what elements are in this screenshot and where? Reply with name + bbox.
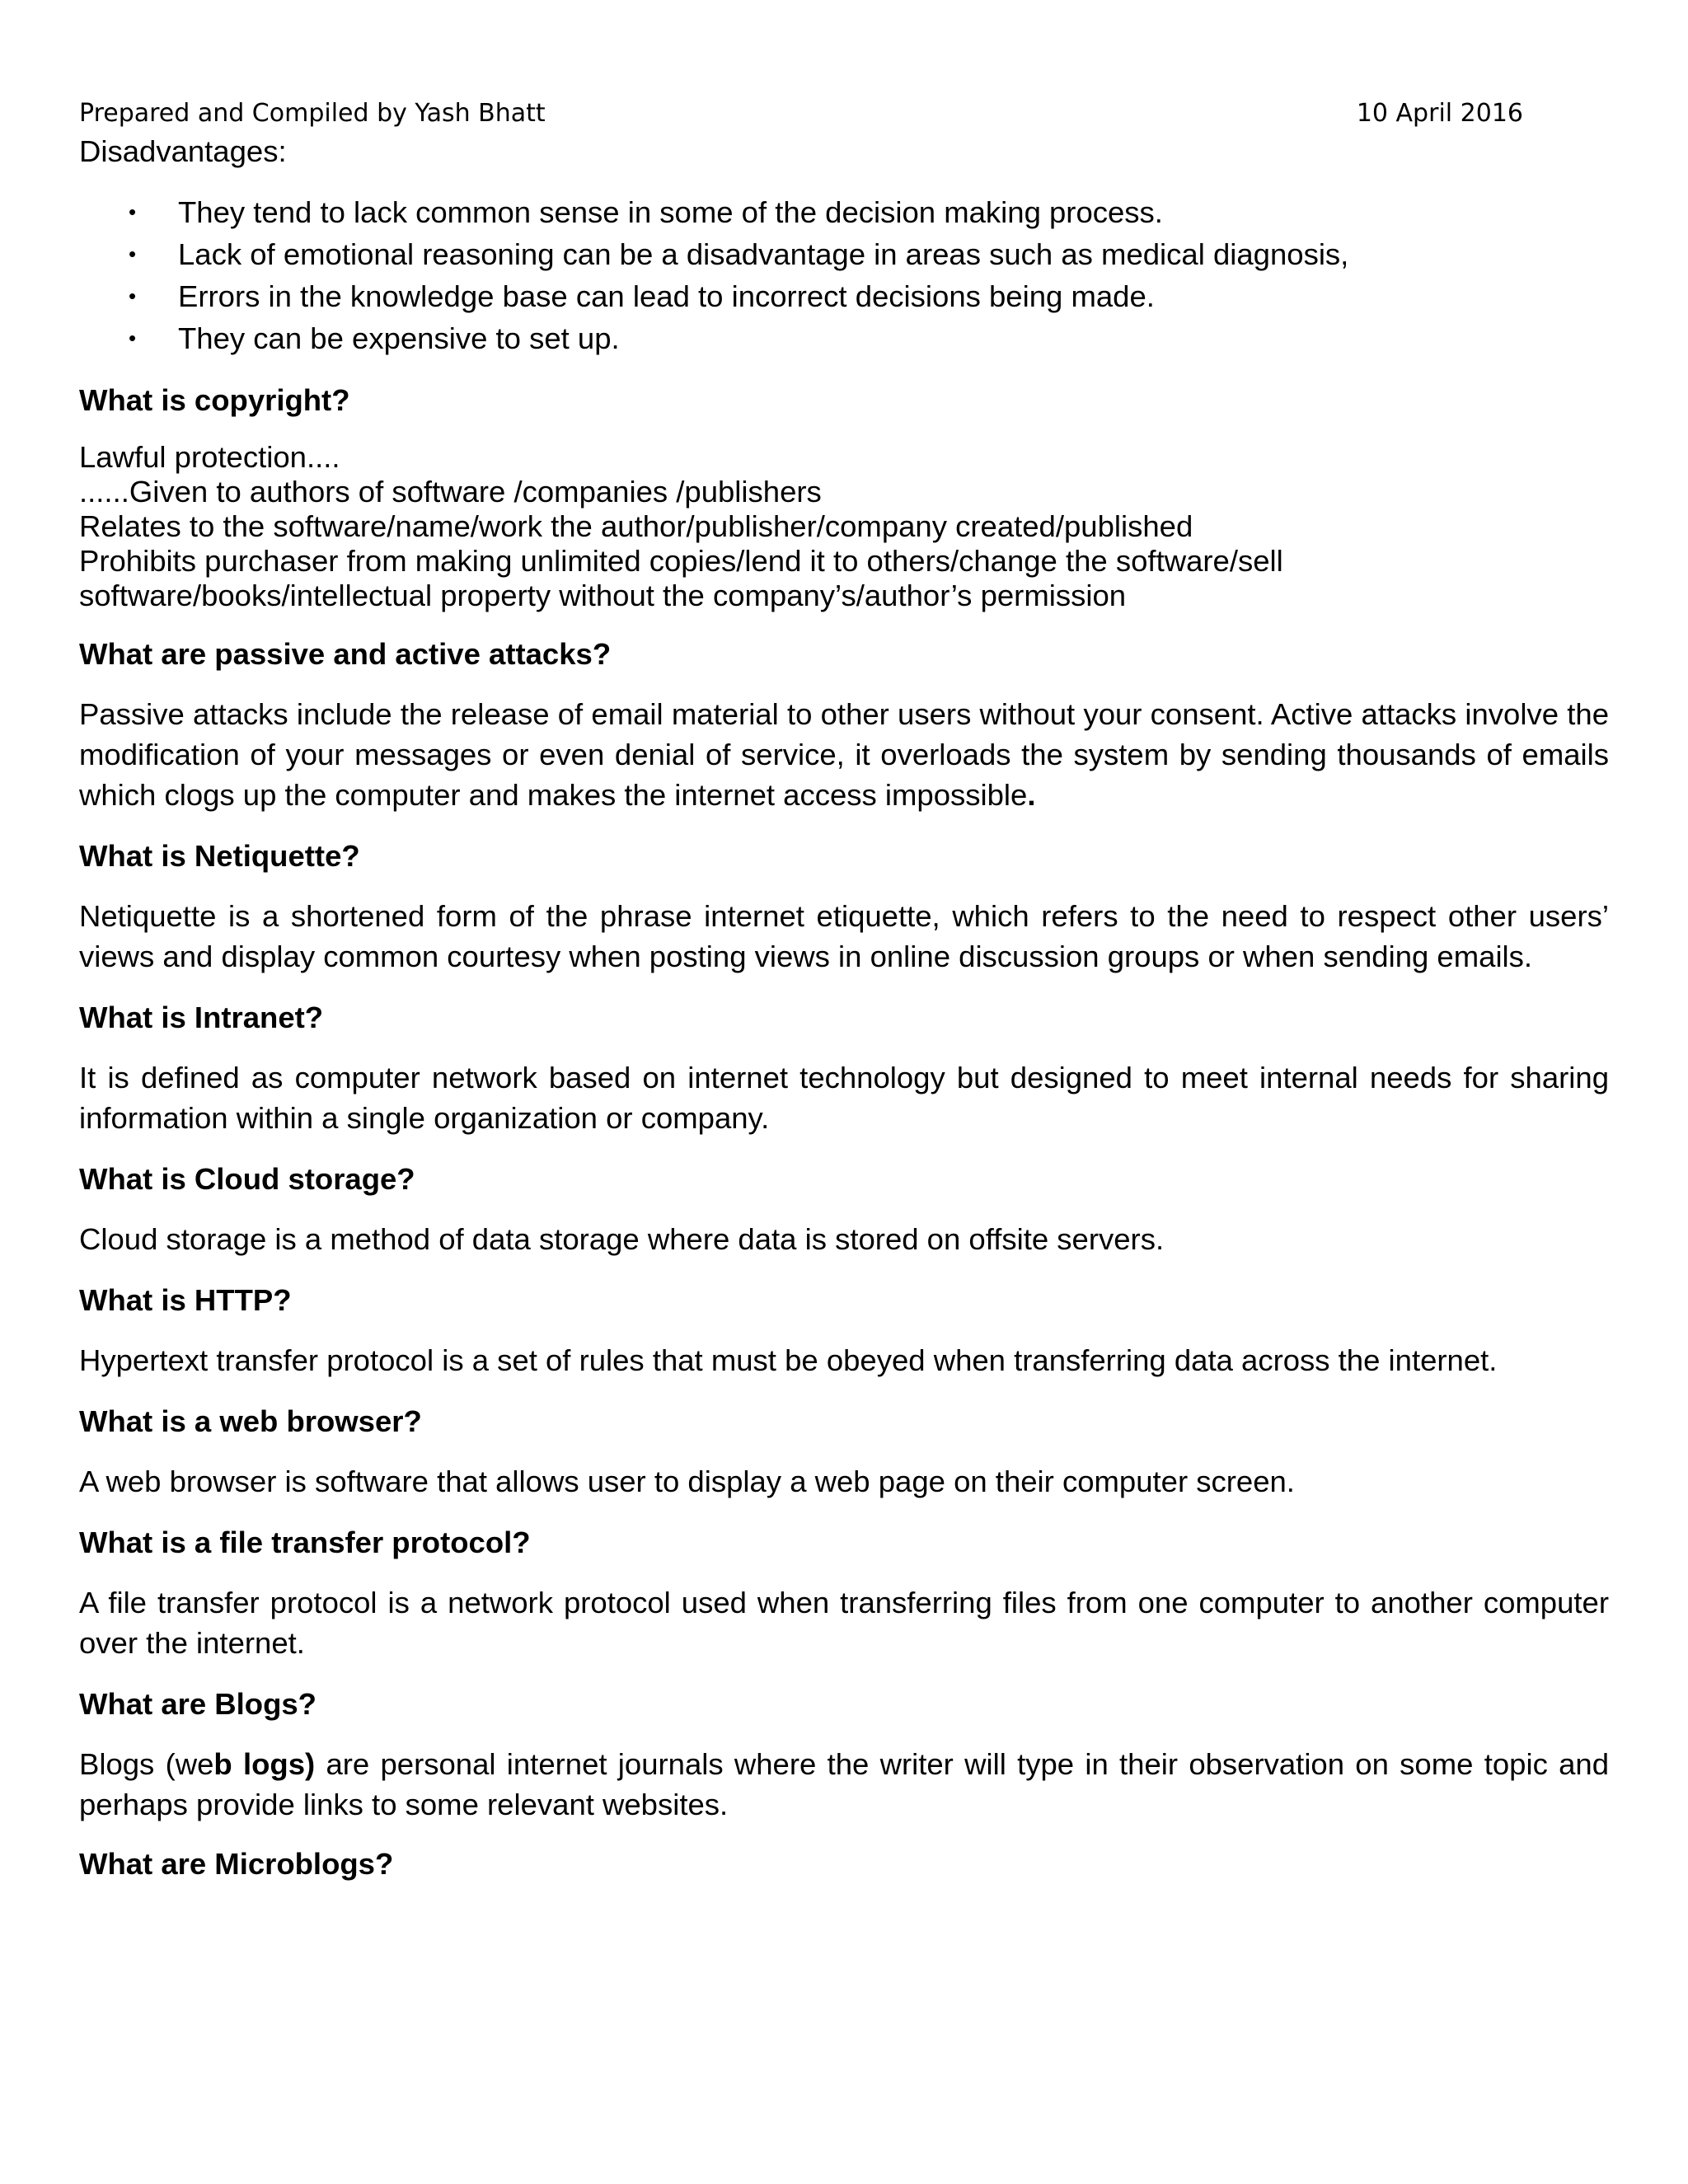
header-date: 10 April 2016	[1356, 99, 1523, 128]
list-item: • They tend to lack common sense in some of the decision making process.	[79, 191, 1609, 233]
answer-netiquette: Netiquette is a shortened form of the phrase internet etiquette, which refers to the need to respect other users’ views and display common courtesy when posting views in online discussion groups or when sending emails.	[79, 899, 1609, 973]
document-body	[79, 132, 1609, 1904]
copyright-line: Prohibits purchaser from making unlimited copies/lend it to others/change the software/sell	[79, 544, 1283, 578]
header-author: Prepared and Compiled by Yash Bhatt	[79, 99, 546, 128]
question-blogs: What are Blogs?	[79, 1687, 316, 1721]
copyright-line: Lawful protection....	[79, 440, 340, 474]
copyright-line: ......Given to authors of software /companies /publishers	[79, 475, 822, 509]
answer-blogs: Blogs (web logs) are personal internet journals where the writer will type in their observation on some topic and perhaps provide links to some relevant websites.	[79, 1747, 1609, 1821]
question-http: What is HTTP?	[79, 1283, 292, 1317]
answer-web-browser: A web browser is software that allows user to display a web page on their computer screen.	[79, 1465, 1295, 1498]
question-web-browser: What is a web browser?	[79, 1404, 422, 1438]
disadvantages-heading: Disadvantages:	[79, 134, 287, 168]
bullet-icon: •	[129, 199, 137, 224]
answer-ftp: A file transfer protocol is a network protocol used when transferring files from one computer to another computer over the internet.	[79, 1586, 1609, 1660]
page-header	[79, 97, 1523, 130]
bullet-icon: •	[129, 284, 137, 308]
answer-cloud-storage: Cloud storage is a method of data storage where data is stored on offsite servers.	[79, 1222, 1165, 1256]
question-ftp: What is a file transfer protocol?	[79, 1526, 531, 1559]
question-attacks: What are passive and active attacks?	[79, 637, 612, 671]
list-item: • They can be expensive to set up.	[79, 317, 1609, 359]
question-cloud-storage: What is Cloud storage?	[79, 1162, 415, 1196]
answer-intranet: It is defined as computer network based on internet technology but designed to meet internal needs for sharing information within a single organization or company.	[79, 1061, 1609, 1135]
list-item: • Errors in the knowledge base can lead to incorrect decisions being made.	[79, 275, 1609, 317]
list-item: • Lack of emotional reasoning can be a disadvantage in areas such as medical diagnosis,	[79, 233, 1609, 275]
bullet-icon: •	[129, 326, 137, 350]
question-microblogs: What are Microblogs?	[79, 1847, 394, 1881]
answer-copyright	[79, 440, 1609, 613]
bullet-icon: •	[129, 241, 137, 266]
disadvantages-list	[79, 191, 1609, 359]
question-intranet: What is Intranet?	[79, 1001, 324, 1034]
copyright-line: Relates to the software/name/work the author/publisher/company created/published	[79, 509, 1193, 543]
copyright-line: software/books/intellectual property without the company’s/author’s permission	[79, 579, 1127, 612]
question-netiquette: What is Netiquette?	[79, 839, 360, 873]
answer-http: Hypertext transfer protocol is a set of rules that must be obeyed when transferring data across the internet.	[79, 1343, 1498, 1377]
question-copyright: What is copyright?	[79, 383, 350, 417]
answer-attacks: Passive attacks include the release of email material to other users without your consent. Active attacks involve the modification of your messages or even denial of service, it overloads the system by sending thousands of emails which clogs up the computer and makes the internet access impossible.	[79, 697, 1609, 812]
